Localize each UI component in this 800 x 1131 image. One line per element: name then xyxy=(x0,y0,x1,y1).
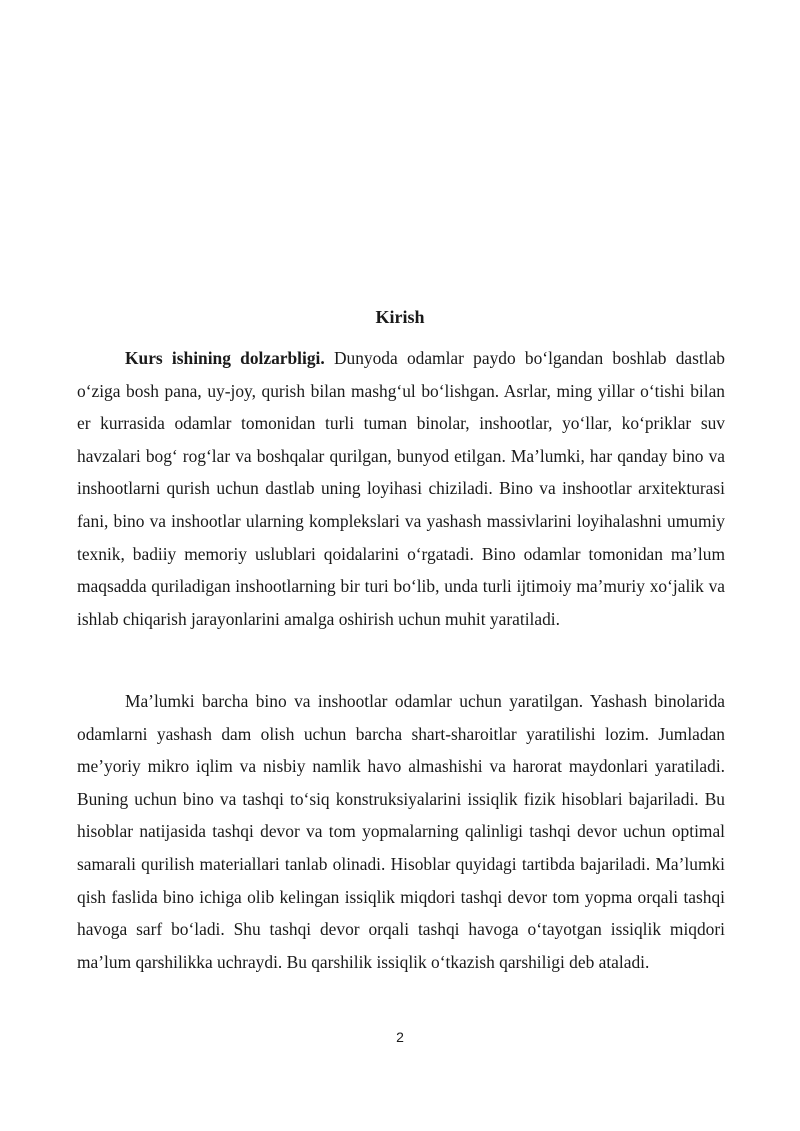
page-number: 2 xyxy=(396,1029,404,1045)
paragraph-block-1 xyxy=(77,342,725,635)
paragraph-text: Ma’lumki barcha bino va inshootlar odamlar uchun yaratilgan. Yashash binolarida odamlarni yashash dam olish uchun barcha shart-sharoitlar yaratilishi lozim. Jumladan me’yoriy mikro iqlim va nisbiy namlik havo almashishi va harorat maydonlari yaratiladi. Buning uchun bino va tashqi to‘siq konstruksiyalarini issiqlik fizik hisoblari bajariladi. Bu hisoblar natijasida tashqi devor va tom yopmalarning qalinligi tashqi devor uchun optimal samarali qurilish materiallari tanlab olinadi. Hisoblar quyidagi tartibda bajariladi. Ma’lumki qish faslida bino ichiga olib kelingan issiqlik miqdori tashqi devor tom yopma orqali tashqi havoga sarf bo‘ladi. Shu tashqi devor orqali tashqi havoga o‘tayotgan issiqlik miqdori ma’lum qarshilikka uchraydi. Bu qarshilik issiqlik o‘tkazish qarshiligi deb ataladi. xyxy=(77,691,725,972)
paragraph-text: Dunyoda odamlar paydo bo‘lgandan boshlab dastlab o‘ziga bosh pana, uy-joy, qurish bilan mashg‘ul bo‘lishgan. Asrlar, ming yillar o‘tishi bilan er kurrasida odamlar tomonidan turli tuman binolar, inshootlar, yo‘llar, ko‘priklar suv havzalari bog‘ rog‘lar va boshqalar qurilgan, bunyod etilgan. Ma’lumki, har qanday bino va inshootlarni qurish uchun dastlab uning loyihasi chiziladi. Bino va inshootlar arxitekturasi fani, bino va inshootlar ularning komplekslari va yashash massivlarini loyihalashni umumiy texnik, badiiy memoriy uslublari qoidalarini o‘rgatadi. Bino odamlar tomonidan ma’lum maqsadda quriladigan inshootlarning bir turi bo‘lib, unda turli ijtimoiy ma’muriy xo‘jalik va ishlab chiqarish jarayonlarini amalga oshirish uchun muhit yaratiladi. xyxy=(77,348,725,629)
paragraph-block-2 xyxy=(77,685,725,978)
paragraph xyxy=(77,685,725,978)
section-heading: Kirish xyxy=(375,307,425,327)
paragraph xyxy=(77,342,725,635)
paragraph-lead: Kurs ishining dolzarbligi. xyxy=(125,348,325,368)
